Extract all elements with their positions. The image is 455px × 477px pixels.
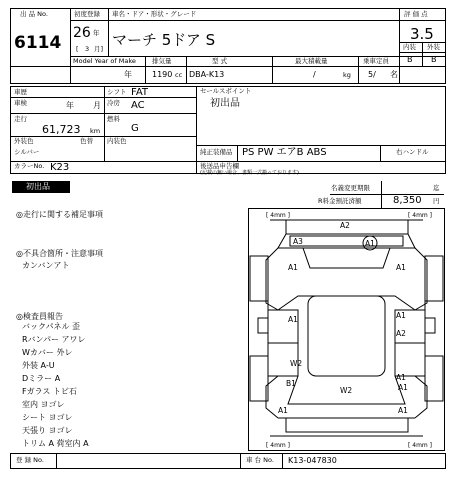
lot-number: 6114 (14, 33, 62, 53)
damage-mark: A1 (398, 406, 408, 415)
first-listing-badge: 初出品 (12, 181, 70, 193)
mileage-value: 61,723 (42, 123, 81, 136)
model-year-unit: 年 (124, 70, 132, 79)
exterior-grade-label: 外装 (427, 43, 440, 51)
shaken-month: 月 (93, 101, 101, 110)
defects-heading: ◎不具合箇所・注意事項 (16, 249, 103, 258)
damage-mark: A2 (396, 329, 406, 338)
report-line: Dミラー A (22, 374, 61, 383)
first-reg-label: 初度登録 (74, 10, 100, 18)
type-value: DBA-K13 (189, 70, 225, 79)
damage-mark: W2 (340, 386, 353, 395)
model-year-label: Model Year of Make (73, 57, 136, 65)
shift-label: シフト (107, 88, 127, 96)
damage-mark: A2 (340, 221, 350, 230)
reg-year: 26 (73, 25, 91, 41)
footer-frame (10, 453, 446, 469)
history-label: 車歴 (14, 88, 27, 96)
damage-mark: A1 (396, 311, 406, 320)
damage-mark: A1 (398, 383, 408, 392)
exterior-color-value: シルバー (14, 148, 40, 156)
report-line: Fガラス トビ石 (22, 387, 77, 396)
exterior-color-label: 外装色 (14, 137, 34, 145)
reg-month: 3 (85, 45, 90, 53)
report-line: 室内 ヨゴレ (22, 400, 65, 409)
chassis-value: K13-047830 (288, 456, 337, 465)
displacement-label: 排気量 (152, 57, 172, 65)
lot-label: 出 品 No. (20, 10, 48, 18)
name-change-unit: 迄 (433, 184, 440, 192)
report-line: Wカバー 外レ (22, 348, 73, 357)
color-change-label: 色替 (80, 137, 93, 145)
model-header: 車名・ドア・形状・グレード (112, 10, 197, 18)
max-load-label: 最大積載量 (295, 57, 328, 65)
ac-value: AC (131, 100, 145, 111)
capacity-unit: 名 (390, 70, 398, 79)
exterior-grade: B (431, 55, 437, 64)
damage-mark: B1 (286, 379, 296, 388)
car-diagram (248, 208, 445, 451)
damage-mark: A1 (288, 315, 298, 324)
displacement-value: 1190 (152, 70, 173, 79)
shaken-year: 年 (66, 101, 74, 110)
reg-year-unit: 年 (93, 29, 100, 37)
shaken-label: 車検 (14, 99, 27, 107)
max-load-slash: / (313, 70, 316, 79)
shift-value: FAT (131, 87, 149, 98)
name-change-label: 名義変更期限 (331, 184, 370, 192)
ac-label: 冷房 (107, 99, 120, 107)
documents-note: (記載の無い場合、書類一式揃っております) (200, 170, 299, 176)
fuel-label: 燃料 (107, 115, 120, 123)
damage-mark: A1 (278, 406, 288, 415)
damage-mark: A1 (365, 239, 375, 248)
reg-month-unit: 月] (94, 45, 104, 53)
fuel-value: G (131, 123, 139, 134)
mileage-unit: km (90, 127, 101, 135)
capacity-value: 5/ (368, 70, 376, 79)
color-code: K23 (50, 162, 70, 173)
damage-mark: A1 (396, 263, 406, 272)
report-line: シート ヨゴレ (22, 413, 73, 422)
mm-label-bottom-right: [ 4mm ] (408, 442, 433, 449)
reg-month-prefix: [ (76, 45, 79, 53)
sales-point-value: 初出品 (210, 98, 240, 109)
model-name: マーチ 5ドア S (112, 31, 216, 49)
report-line: 天張り ヨゴレ (22, 426, 73, 435)
color-no-label: カラーNo. (14, 162, 45, 170)
documents-label: 後送品申告欄 (200, 162, 239, 170)
mm-label-bottom-left: [ 4mm ] (266, 442, 291, 449)
damage-mark: W2 (290, 359, 303, 368)
report-line: バックパネル 歪 (22, 322, 81, 331)
damage-mark: A1 (288, 263, 298, 272)
report-line: 外装 A-U (22, 361, 55, 370)
steering-value: 右ハンドル (396, 148, 429, 156)
max-load-unit: kg (343, 71, 351, 79)
interior-grade-label: 内装 (403, 43, 416, 51)
score-value: 3.5 (410, 25, 434, 43)
defects-line: カンバンアト (22, 261, 70, 270)
report-line: トリム A 荷室内 A (22, 439, 89, 448)
mileage-label: 走行 (14, 115, 27, 123)
damage-mark: A3 (293, 237, 303, 246)
reg-number-label: 登 録 No. (16, 456, 44, 464)
report-line: Rバンパー アワレ (22, 335, 86, 344)
mm-label-top-left: [ 4mm ] (266, 212, 291, 219)
displacement-unit: cc (175, 71, 183, 79)
inspector-report-heading: ◎検査員報告 (16, 312, 63, 321)
inspector-report-list (22, 323, 89, 453)
type-label: 型 式 (212, 57, 228, 65)
interior-color-label: 内装色 (107, 137, 127, 145)
driving-notes-heading: ◎走行に関する補足事項 (16, 210, 103, 219)
interior-grade: B (407, 55, 413, 64)
mm-label-top-right: [ 4mm ] (408, 212, 433, 219)
chassis-label: 車 台 No. (246, 456, 274, 464)
capacity-label: 乗車定員 (363, 57, 389, 65)
equipment-label: 純正装備品 (200, 148, 233, 156)
recycle-value: 8,350 (393, 195, 422, 206)
score-label: 評 価 点 (404, 10, 428, 18)
damage-mark: A1 (396, 373, 406, 382)
recycle-unit: 円 (433, 197, 440, 205)
equipment-value: PS PW エアB ABS (242, 147, 327, 158)
sales-point-label: セールスポイント (200, 87, 252, 95)
recycle-label: R料金預託済額 (318, 197, 362, 205)
